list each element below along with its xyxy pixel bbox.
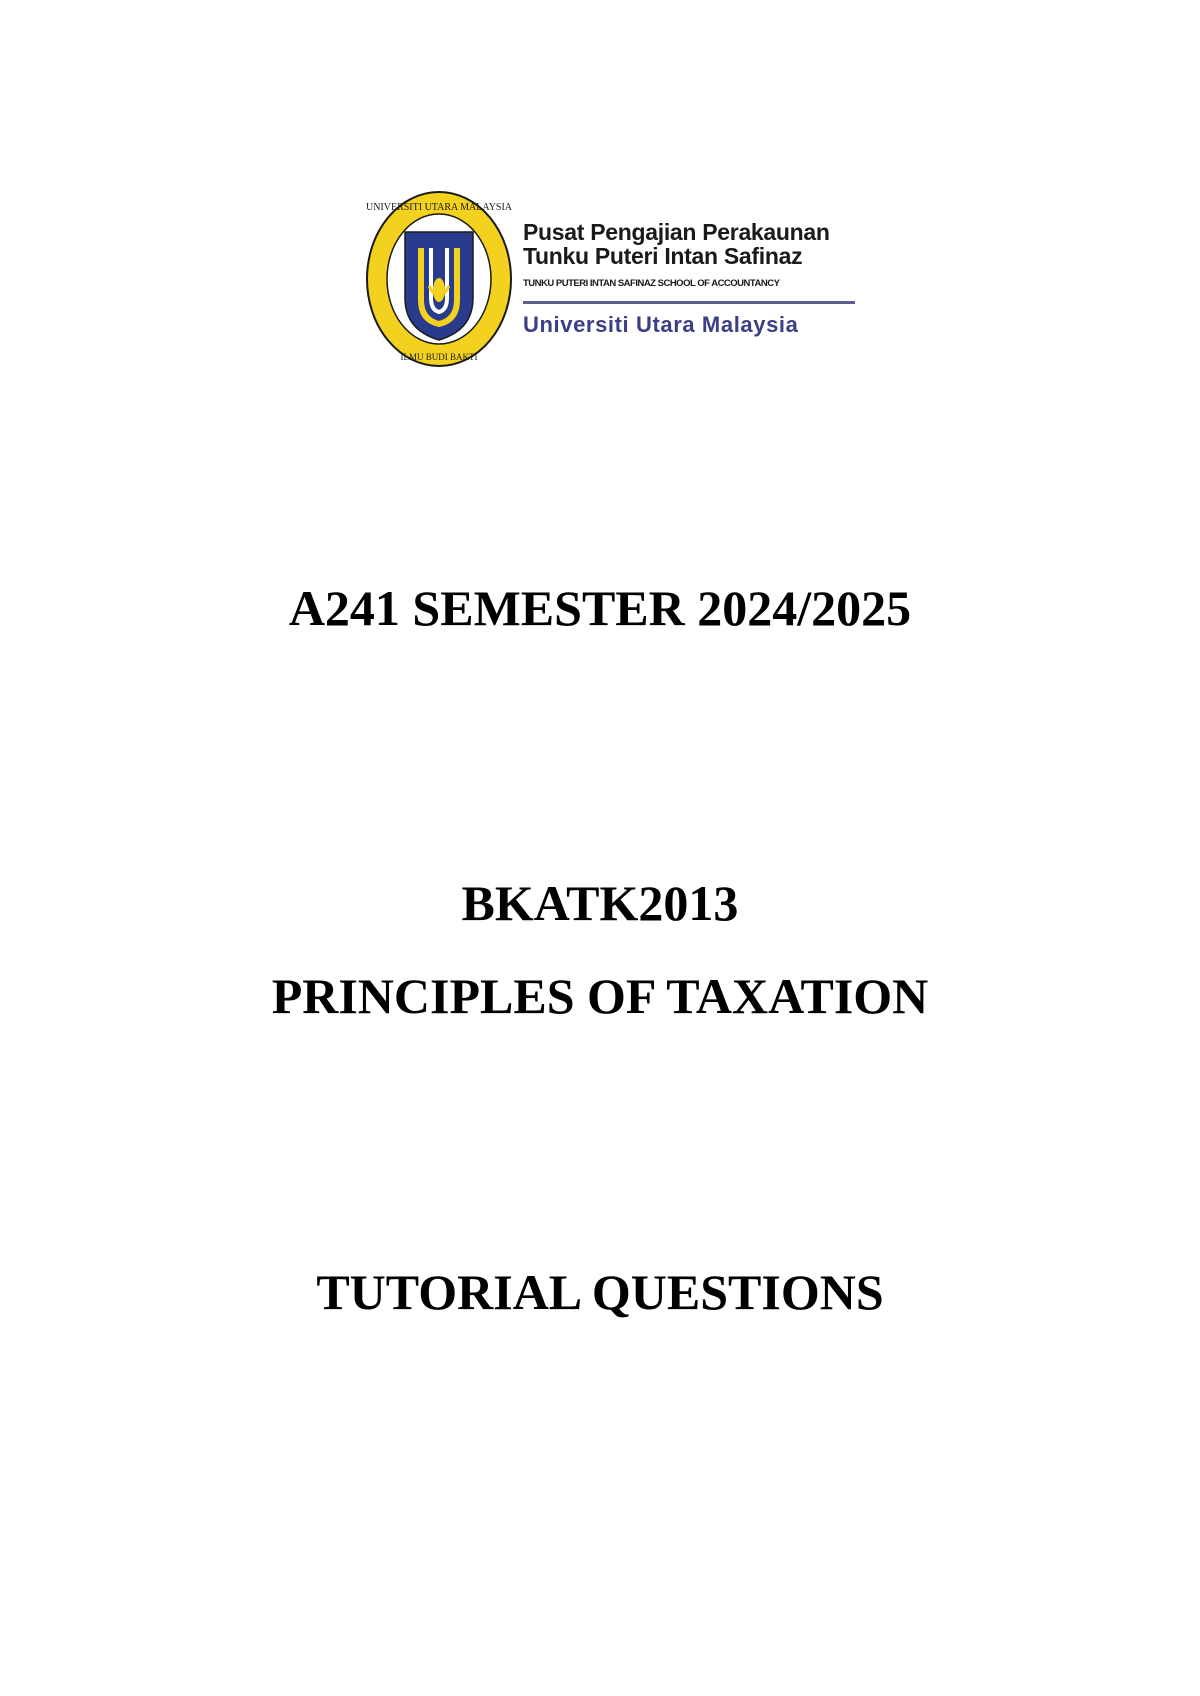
logo-divider	[523, 301, 855, 304]
seal-motto: ILMU BUDI BAKTI	[400, 352, 478, 362]
course-title: PRINCIPLES OF TAXATION	[271, 968, 929, 1024]
school-name-english: TUNKU PUTERI INTAN SAFINAZ SCHOOL OF ACCOUNTANCY	[523, 278, 780, 289]
document-type: TUTORIAL QUESTIONS	[316, 1264, 884, 1320]
university-logo	[365, 190, 865, 370]
semester-heading: A241 SEMESTER 2024/2025	[288, 580, 912, 636]
university-name: Universiti Utara Malaysia	[523, 312, 799, 337]
logo-wordmark	[523, 220, 868, 338]
school-name-line2: Tunku Puteri Intan Safinaz	[523, 243, 803, 269]
seal-ring-text: UNIVERSITI UTARA MALAYSIA	[365, 202, 513, 213]
university-seal-icon	[365, 190, 513, 368]
school-name-line1: Pusat Pengajian Perakaunan	[523, 219, 830, 245]
course-code: BKATK2013	[461, 875, 739, 931]
